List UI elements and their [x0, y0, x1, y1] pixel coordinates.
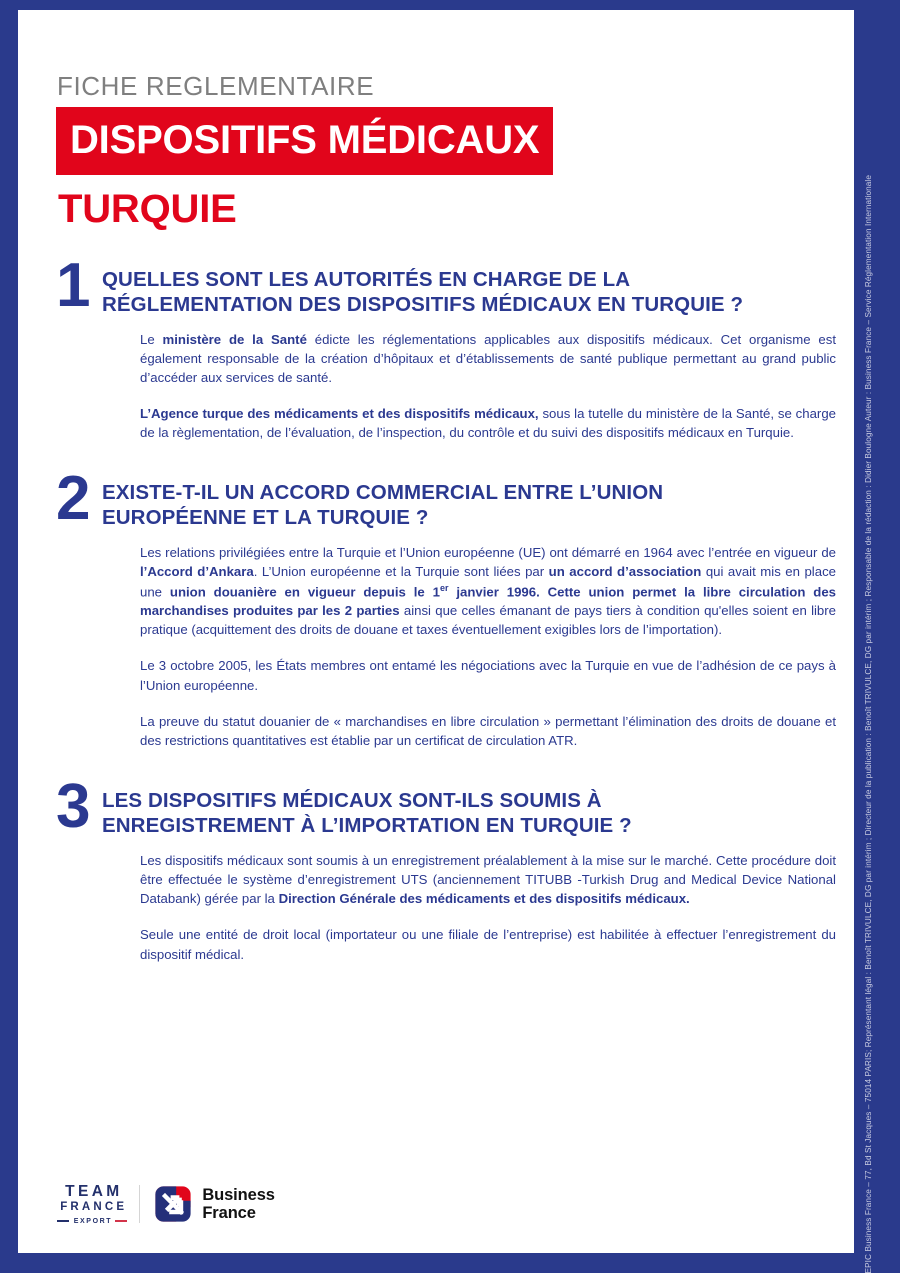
business-france-arrow-mark-icon: [153, 1184, 193, 1224]
section-heading-line-2: ENREGISTREMENT À L’IMPORTATION EN TURQUIE ?: [102, 813, 632, 837]
team-france-export-logo: [57, 1184, 139, 1225]
logo-divider: [139, 1185, 140, 1223]
bf-line-1: Business: [202, 1185, 275, 1204]
text-run: Seule une entité de droit local (importateur ou une filiale de l’entreprise) est habilitée à effectuer l’enregistrement du dispositif médical.: [140, 927, 836, 962]
text-run-bold: union douanière en vigueur depuis le 1: [169, 583, 440, 599]
section-heading-line-1: EXISTE-T-IL UN ACCORD COMMERCIAL ENTRE L’UNION: [102, 481, 664, 505]
paragraph: [140, 543, 836, 639]
text-run: Les relations privilégiées entre la Turquie et l’Union européenne (UE) ont démarré en 1964 avec l’entrée en vigueur de: [140, 545, 836, 561]
masthead: [56, 72, 836, 229]
paragraph: [140, 712, 836, 750]
text-run-bold: un accord d’association: [548, 564, 702, 580]
document-title: DISPOSITIFS MÉDICAUX: [56, 107, 553, 175]
text-run: La preuve du statut douanier de « marchandises en libre circulation » permettant l’élimination des droits de douane et des restrictions quantitatives est établie par un certificat de circulation ATR.: [140, 713, 836, 748]
paragraph: [140, 851, 836, 908]
section-heading-line-1: LES DISPOSITIFS MÉDICAUX SONT-ILS SOUMIS À: [102, 788, 602, 812]
section-number: 2: [56, 464, 91, 534]
legal-strip: [856, 0, 882, 1273]
business-france-logo: [153, 1184, 275, 1224]
document-content: [56, 72, 836, 964]
sections-list: [56, 250, 836, 964]
section-heading-line-2: EUROPÉENNE ET LA TURQUIE ?: [102, 506, 429, 530]
text-run: Le 3 octobre 2005, les États membres ont entamé les négociations avec la Turquie en vue de l’adhésion de ce pays à l’Union européenne.: [140, 658, 836, 693]
text-run-bold: janvier 1996. Cette union permet la libre circulation des marchandises produites par les 2 parties: [140, 583, 836, 619]
tfe-rule-right-icon: [115, 1220, 127, 1222]
text-run-bold: Direction Générale des médicaments et des dispositifs médicaux.: [278, 891, 690, 907]
tfe-team-text: TEAM: [65, 1182, 123, 1200]
page-sheet: [18, 10, 854, 1253]
text-run-bold: L’Agence turque des médicaments et des dispositifs médicaux,: [140, 406, 539, 422]
text-run: Les dispositifs médicaux sont soumis à un enregistrement préalablement à la mise sur le marché. Cette procédure doit être effectuée le système d’enregistrement UTS (anciennement TITUBB -Turkish Drug and Medical Device National Databank) gérée par la: [140, 852, 836, 907]
text-run: . L’Union européenne et la Turquie sont liées par: [253, 564, 549, 580]
section-number: 3: [56, 771, 91, 841]
text-run-bold: l’Accord d’Ankara: [140, 564, 254, 580]
text-run: édicte les réglementations applicables aux dispositifs médicaux. Cet organisme est également responsable de la création d’hôpitaux et d’établissements de santé publique permettant au grand public d’accéder aux services de santé.: [140, 331, 836, 385]
tfe-export-text: EXPORT: [73, 1217, 113, 1225]
paragraph: [140, 330, 836, 387]
section-heading: [102, 480, 836, 530]
section-body: [140, 851, 836, 964]
section-heading: [102, 788, 836, 838]
tfe-export-row: [57, 1218, 127, 1225]
business-france-wordmark: [202, 1186, 275, 1223]
tfe-france-text: FRANCE: [60, 1201, 128, 1213]
section-heading-line-1: QUELLES SONT LES AUTORITÉS EN CHARGE DE LA: [102, 267, 631, 291]
section: [56, 250, 836, 443]
text-run-bold: er: [439, 582, 449, 593]
footer-logos: [57, 1178, 275, 1230]
tfe-rule-left-icon: [57, 1220, 69, 1222]
document-country: TURQUIE: [58, 186, 237, 231]
paragraph: [140, 656, 836, 694]
section-number: 1: [56, 250, 91, 320]
paragraph: [140, 404, 836, 442]
paragraph: [140, 925, 836, 963]
section-body: [140, 543, 836, 750]
text-run-bold: ministère de la Santé: [162, 331, 307, 347]
section: [56, 771, 836, 964]
document-kicker: FICHE REGLEMENTAIRE: [57, 71, 375, 101]
text-run: qui avait mis en place une: [140, 564, 836, 599]
bf-line-2: France: [202, 1204, 256, 1222]
section: [56, 464, 836, 750]
text-run: sous la tutelle du ministère de la Santé, se charge de la règlementation, de l’évaluation, de l’inspection, du contrôle et du suivi des dispositifs médicaux en Turquie.: [140, 406, 836, 441]
text-run: ainsi que celles émanant de pays tiers à condition qu'elles soient en libre pratique (acquittement des droits de douane et taxes éventuellement exigibles lors de l’importation).: [140, 603, 836, 638]
section-heading-line-2: RÉGLEMENTATION DES DISPOSITIFS MÉDICAUX EN TURQUIE ?: [102, 292, 744, 316]
text-run: Le: [140, 331, 163, 347]
section-body: [140, 330, 836, 443]
legal-strip-text: EPIC Business France – 77, Bd St Jacques – 75014 PARIS; Représentant légal : Benoît TRIVULCE, DG par intérim ; Directeur de la publication : Benoît TRIVULCE, DG par intérim ; Responsable de la rédaction : Didier Boulogne Auteur : Business France – Service Réglementation Internationale: [864, 174, 873, 1273]
section-heading: [102, 267, 836, 317]
